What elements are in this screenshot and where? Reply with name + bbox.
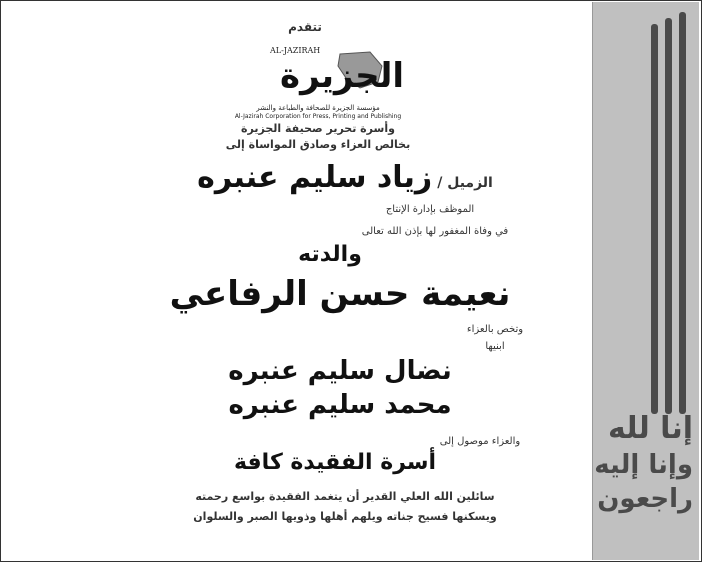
logo-latin: AL-JAZIRAH bbox=[270, 46, 321, 55]
org-arabic: مؤسسة الجزيرة للصحافة والطباعة والنشر bbox=[256, 104, 380, 112]
passing-text: في وفاة المغفور لها بإذن الله تعالى bbox=[361, 226, 509, 237]
prayer-line: سائلين الله العلي القدير أن يتغمد الفقيدة بواسع رحمته bbox=[195, 490, 495, 503]
verse-line: راجعون bbox=[597, 484, 693, 514]
verse-panel bbox=[592, 2, 699, 560]
condolence-to-text: بخالص العزاء وصادق المواساة إلى bbox=[225, 138, 411, 151]
alif-stroke bbox=[679, 12, 686, 414]
extended-text: والعزاء موصول إلى bbox=[439, 436, 521, 447]
prayer-line: ويسكنها فسيح جناته ويلهم أهلها وذويها الصبر والسلوان bbox=[193, 510, 497, 523]
org-english: Al-Jazirah Corporation for Press, Printing and Publishing bbox=[234, 113, 402, 120]
son-name: نضال سليم عنبره bbox=[228, 356, 452, 386]
intro-text: تتقدم bbox=[288, 20, 322, 34]
colleague-name: زياد سليم عنبره bbox=[197, 160, 433, 195]
son-name: محمد سليم عنبره bbox=[228, 390, 452, 420]
verse-line: إنا لله bbox=[608, 411, 693, 446]
logo-arabic: الجزيرة bbox=[280, 56, 405, 96]
colleague-dept: الموظف بإدارة الإنتاج bbox=[385, 204, 475, 215]
sons-label: ابنيها bbox=[485, 341, 505, 352]
colleague-line bbox=[197, 160, 493, 195]
special-text: وتخص بالعزاء bbox=[466, 324, 524, 335]
alif-stroke bbox=[665, 18, 672, 414]
relation-text: والدته bbox=[298, 242, 362, 267]
verse-line: وإنا إليه bbox=[594, 450, 693, 480]
colleague-label: الزميل / bbox=[437, 175, 493, 191]
editorial-text: وأسرة تحرير صحيفة الجزيرة bbox=[241, 122, 395, 135]
al-jazirah-logo bbox=[270, 46, 405, 100]
deceased-name: نعيمة حسن الرفاعي bbox=[169, 274, 511, 314]
family-text: أسرة الفقيدة كافة bbox=[233, 450, 437, 475]
alif-stroke bbox=[651, 24, 658, 414]
